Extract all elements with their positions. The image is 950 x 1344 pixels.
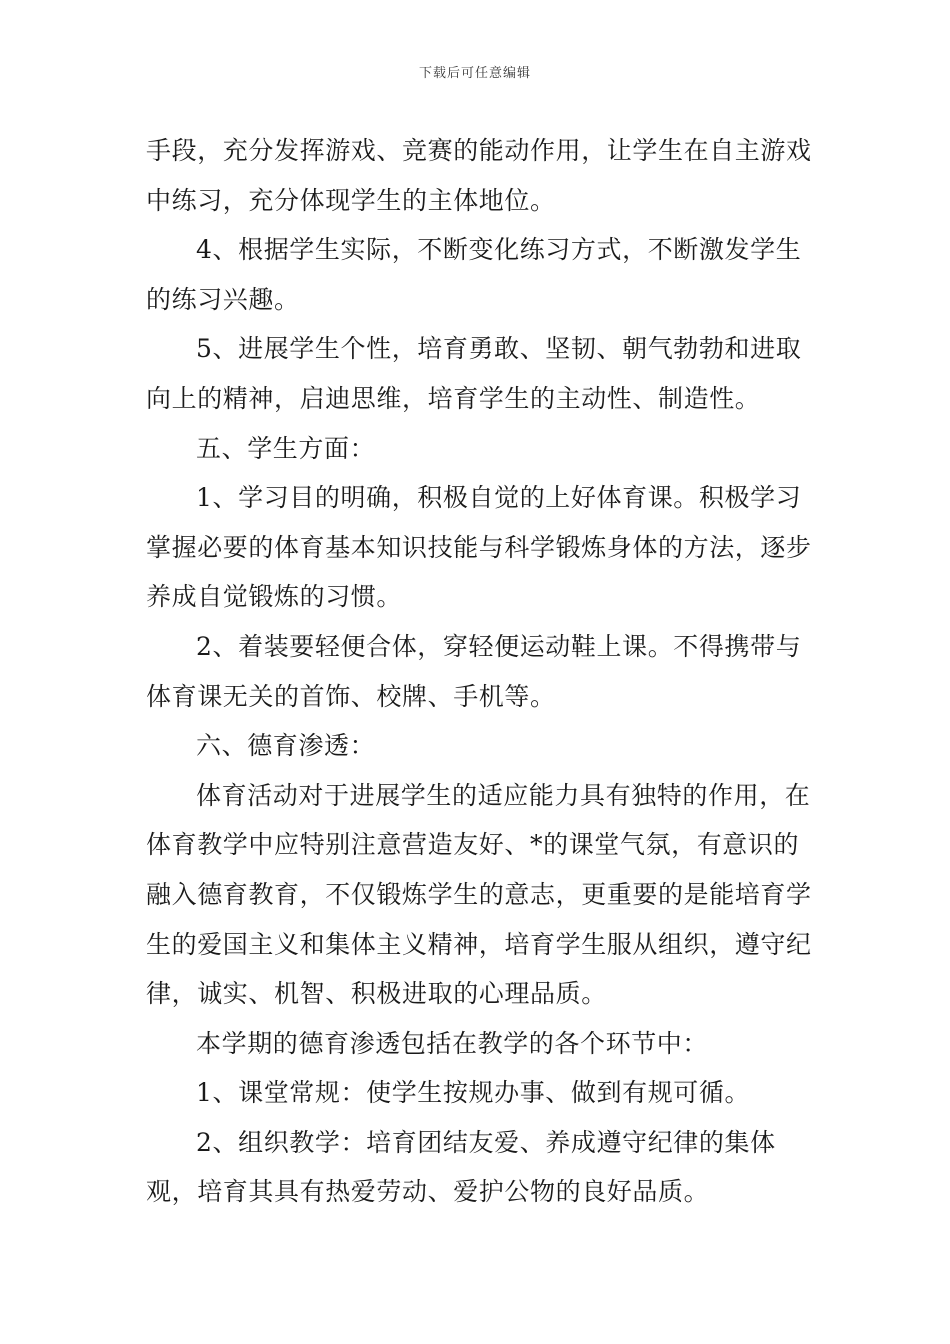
paragraph-11: 2、组织教学：培育团结友爱、养成遵守纪律的集体观，培育其具有热爱劳动、爱护公物的良好品质。 bbox=[146, 1127, 776, 1207]
paragraph-2: 4、根据学生实际，不断变化练习方式，不断激发学生的练习兴趣。 bbox=[146, 235, 802, 314]
paragraph-3: 5、进展学生个性，培育勇敢、坚韧、朝气勃勃和进取向上的精神，启迪思维，培育学生的主动性、制造性。 bbox=[146, 334, 802, 413]
paragraph-9: 本学期的德育渗透包括在教学的各个环节中： bbox=[196, 1028, 709, 1058]
paragraph-5: 1、学习目的明确，积极自觉的上好体育课。积极学习掌握必要的体育基本知识技能与科学锻炼身体的方法，逐步养成自觉锻炼的习惯。 bbox=[146, 483, 812, 612]
section-heading-students: 五、学生方面： bbox=[196, 433, 376, 463]
paragraph-6: 2、着装要轻便合体，穿轻便运动鞋上课。不得携带与体育课无关的首饰、校牌、手机等。 bbox=[146, 631, 802, 711]
paragraph-10: 1、课堂常规：使学生按规办事、做到有规可循。 bbox=[196, 1078, 751, 1108]
paragraph-8: 体育活动对于进展学生的适应能力具有独特的作用，在体育教学中应特别注意营造友好、*的课堂气氛，有意识的融入德育教育，不仅锻炼学生的意志，更重要的是能培育学生的爱国主义和集体主义精神，培育学生服从组织，遵守纪律，诚实、机智、积极进取的心理品质。 bbox=[146, 780, 812, 1009]
document-body bbox=[146, 126, 818, 1217]
paragraph-1: 手段，充分发挥游戏、竞赛的能动作用，让学生在自主游戏中练习，充分体现学生的主体地位。 bbox=[146, 136, 812, 215]
page-header: 下载后可任意编辑 bbox=[418, 66, 531, 81]
section-heading-moral-education: 六、德育渗透： bbox=[196, 731, 376, 761]
